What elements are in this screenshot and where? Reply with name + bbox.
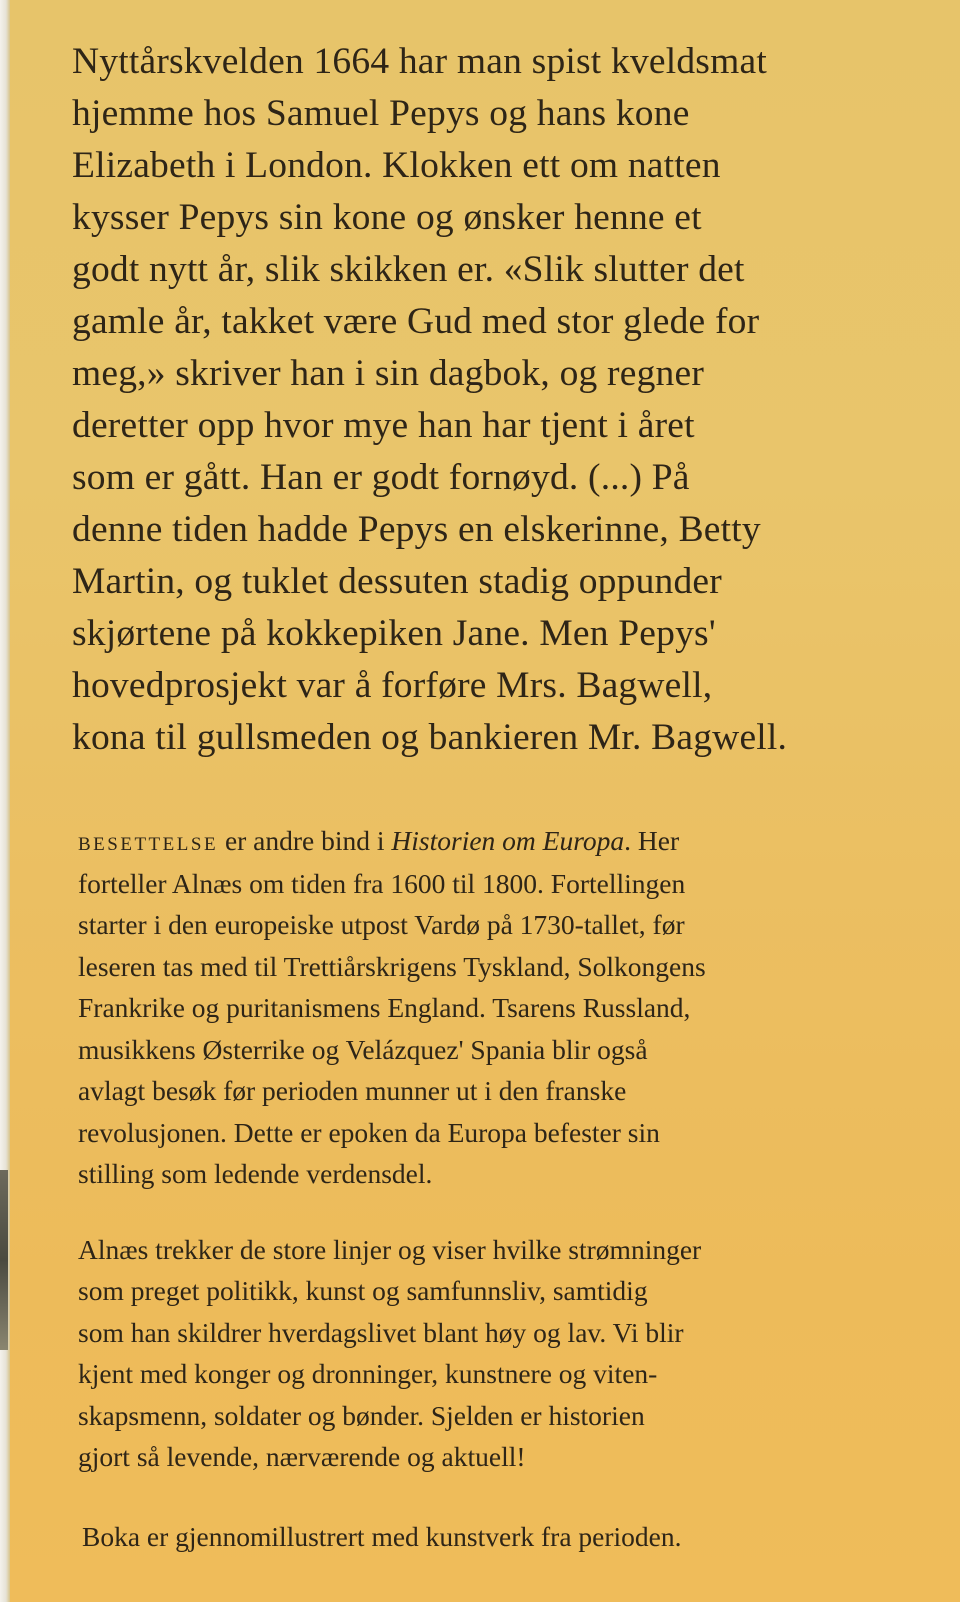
paragraph-line: Alnæs trekker de store linjer og viser hvilke strømninger: [78, 1233, 702, 1265]
quote-line: hjemme hos Samuel Pepys og hans kone: [72, 93, 690, 134]
quote-line: Martin, og tuklet dessuten stadig oppunder: [72, 561, 722, 602]
back-cover-text: [72, 36, 942, 1557]
paragraph-line: avlagt besøk før perioden munner ut i den franske: [78, 1075, 627, 1106]
quote-line: hovedprosjekt var å forføre Mrs. Bagwell,: [72, 665, 713, 706]
illustration-note: [72, 1516, 942, 1558]
paragraph-line: stilling som ledende verdensdel.: [78, 1158, 433, 1189]
text-span: . Her: [624, 825, 680, 856]
paragraph-line: som han skildrer hverdagslivet blant høy og lav. Vi blir: [78, 1316, 684, 1348]
quote-line: meg,» skriver han i sin dagbok, og regner: [72, 353, 705, 394]
spine-shadow: [0, 1170, 8, 1350]
paragraph-line: Frankrike og puritanismens England. Tsarens Russland,: [78, 992, 691, 1023]
paragraph-line: skapsmenn, soldater og bønder. Sjelden er historien: [78, 1399, 645, 1431]
quote-line: skjørtene på kokkepiken Jane. Men Pepys': [72, 613, 716, 654]
paragraph-line: gjort så levende, nærværende og aktuell!: [78, 1441, 526, 1472]
quote-line: Elizabeth i London. Klokken ett om natten: [72, 145, 721, 186]
series-title: Historien om Europa: [391, 825, 625, 856]
paragraph-line: leseren tas med til Trettiårskrigens Tyskland, Solkongens: [78, 950, 706, 982]
quote-line: kysser Pepys sin kone og ønsker henne et: [72, 197, 702, 238]
paragraph-line: kjent med konger og dronninger, kunstnere og viten-: [78, 1358, 658, 1389]
text-span: er andre bind i: [218, 825, 392, 856]
quote-line: som er gått. Han er godt fornøyd. (...) På: [72, 457, 690, 498]
quote-line: Nyttårskvelden 1664 har man spist kveldsmat: [72, 41, 767, 82]
excerpt-quote: [72, 36, 932, 764]
quote-line: deretter opp hvor mye han har tjent i året: [72, 405, 695, 446]
paragraph-first-line: [78, 820, 938, 863]
book-title: besettelse: [78, 826, 219, 856]
paragraph-line: Boka er gjennomillustrert med kunstverk fra perioden.: [82, 1520, 682, 1552]
paragraph-line: revolusjonen. Dette er epoken da Europa befester sin: [78, 1116, 660, 1148]
book-spine-edge: [0, 0, 10, 1602]
quote-line: gamle år, takket være Gud med stor glede for: [72, 301, 760, 342]
paragraph-line: forteller Alnæs om tiden fra 1600 til 1800. Fortellingen: [78, 867, 686, 899]
quote-line: denne tiden hadde Pepys en elskerinne, Betty: [72, 509, 761, 550]
description-paragraph: [72, 820, 938, 1195]
quote-line: godt nytt år, slik skikken er. «Slik slutter det: [72, 249, 745, 290]
paragraph-line: som preget politikk, kunst og samfunnsliv, samtidig: [78, 1275, 648, 1306]
paragraph-line: starter i den europeiske utpost Vardø på 1730-tallet, før: [78, 909, 685, 940]
overview-paragraph: [72, 1229, 938, 1478]
quote-line: kona til gullsmeden og bankieren Mr. Bagwell.: [72, 717, 788, 758]
paragraph-line: musikkens Østerrike og Velázquez' Spania blir også: [78, 1033, 648, 1065]
